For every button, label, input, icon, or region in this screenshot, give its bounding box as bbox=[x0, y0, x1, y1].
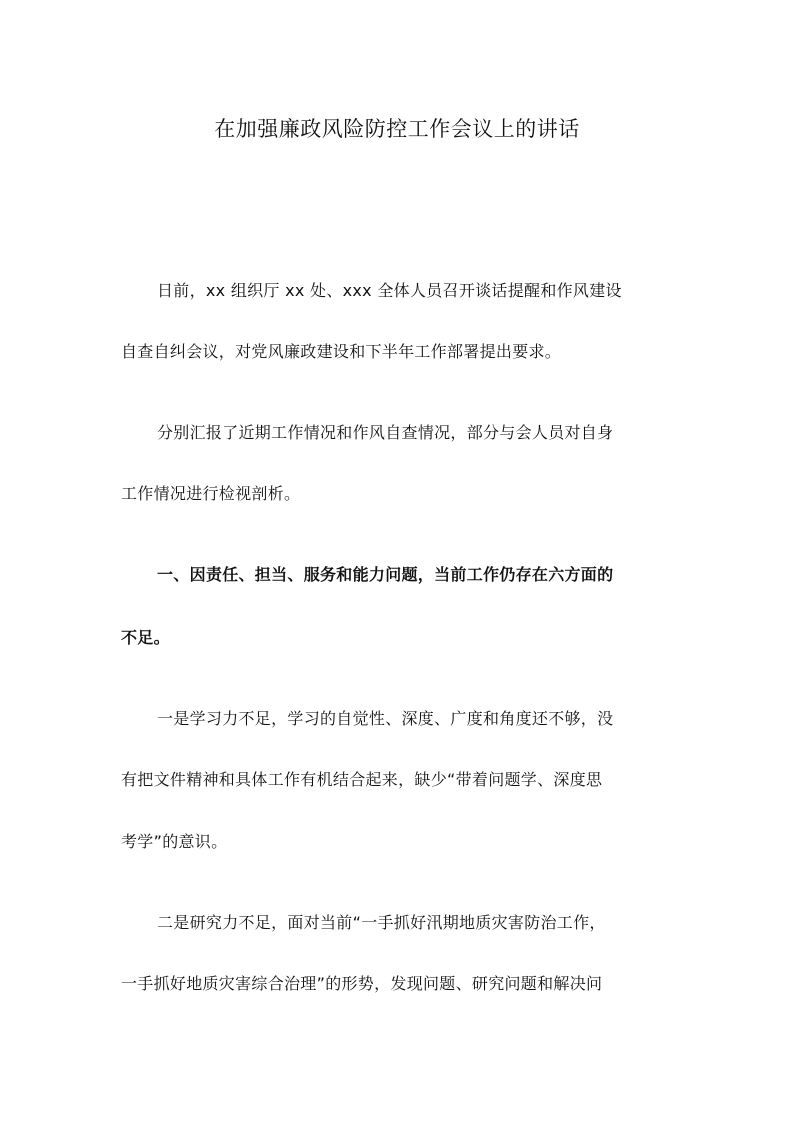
paragraph-5-line-1: 二是研究力不足，面对当前“一手抓好汛期地质灾害防治工作， bbox=[157, 913, 606, 932]
paragraph-1-line-2: 自查自纠会议，对党风廉政建设和下半年工作部署提出要求。 bbox=[121, 342, 562, 361]
paragraph-4-line-2: 有把文件精神和具体工作有机结合起来，缺少“带着问题学、深度思 bbox=[121, 770, 603, 789]
section-heading-line-1: 一、因责任、担当、服务和能力问题，当前工作仍存在六方面的 bbox=[157, 565, 614, 584]
paragraph-5-line-2: 一手抓好地质灾害综合治理”的形势，发现问题、研究问题和解决问 bbox=[121, 974, 603, 993]
paragraph-2-line-2: 工作情况进行检视剖析。 bbox=[121, 484, 301, 503]
document-title: 在加强廉政风险防控工作会议上的讲话 bbox=[214, 117, 580, 141]
paragraph-1-line-1: 日前，xx 组织厅 xx 处、xxx 全体人员召开谈话提醒和作风建设 bbox=[157, 281, 622, 300]
paragraph-2-line-1: 分别汇报了近期工作情况和作风自查情况，部分与会人员对自身 bbox=[157, 423, 614, 442]
paragraph-4-line-1: 一是学习力不足，学习的自觉性、深度、广度和角度还不够，没 bbox=[157, 709, 614, 728]
paragraph-4-line-3: 考学”的意识。 bbox=[121, 832, 228, 851]
section-heading-line-2: 不足。 bbox=[121, 628, 170, 647]
